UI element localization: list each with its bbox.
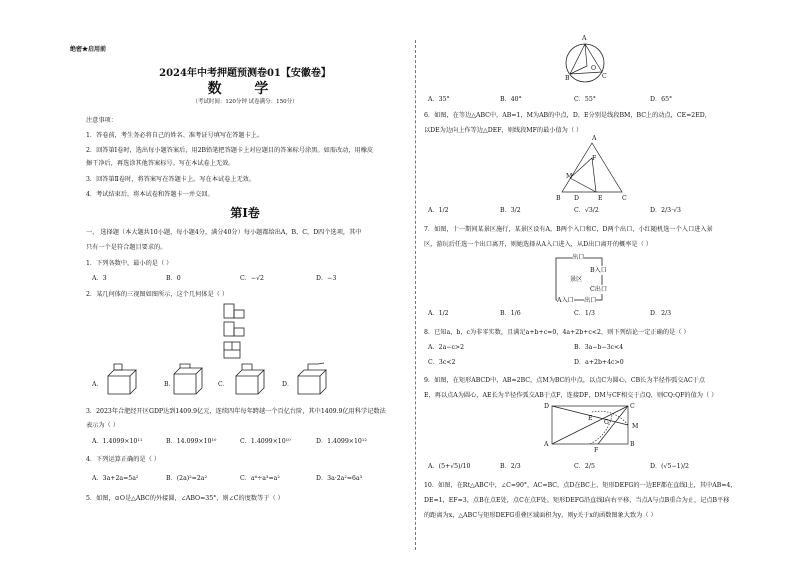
q8-option: B．3a−b−3c<4 (574, 344, 624, 351)
q9-option: D．(√5−1)/2 (650, 463, 689, 470)
fig-label: F (592, 155, 597, 162)
subject-title: 数 学 (207, 81, 283, 97)
fig-label: G (604, 419, 609, 426)
q1-option: C．−√2 (240, 275, 264, 282)
fig-label: A (544, 441, 549, 448)
fig-label: B (630, 441, 635, 448)
fig-label: C (622, 195, 627, 202)
q7-option: B．1/6 (500, 310, 521, 317)
q9-line1: 9．如图，在矩形ABCD中，AB=2BC，点M为BC的中点，以点C为圆心，CB长为半径作弧交AC于点 (424, 377, 706, 384)
q8-option: A．2a−c>2 (428, 344, 465, 351)
note-item: 2．回答第Ⅰ卷时，选出每小题答案后，用2B铅笔把答题卡上对应题目的答案标号涂黑。如需改动，用橡皮 (86, 147, 374, 154)
q10-line1: 10．如图，在Rt△ABC中，∠C=90°，AC=BC，点D在BC上，矩形DEFG的一边EF都在直线l上，其中AB=4， (424, 482, 737, 489)
q4-stem: 4．下列运算正确的是（ ） (86, 456, 160, 463)
fig-label: C (630, 403, 635, 410)
q5-stem: 5．如图，⊙O是△ABC的外接圆，∠ABO=35°，则∠C的度数等于（ ） (86, 495, 284, 502)
q6-line1: 6．如图，在等边△ABC中，AB=1，M为AB的中点，D，E分别是线段BM，BC上的动点，CE=2ED， (424, 112, 711, 119)
section1-line2: 只有一个是符合题目要求的。 (86, 244, 167, 251)
exam-title: 2024年中考押题预测卷01【安徽卷】 (159, 68, 331, 79)
q10-line3: 的距离为x，△ABC与矩形DEFG重叠区域面积为y，则y关于x的函数图象大致为（ ） (424, 512, 657, 519)
fig-label: C出口 (590, 286, 608, 293)
fig-label: O (591, 65, 597, 72)
three-view-figure (222, 300, 252, 362)
rectangle-figure (546, 402, 639, 452)
q3-line2: 表示为（ ） (86, 422, 119, 429)
part-title: 第Ⅰ卷 (230, 206, 260, 220)
section1-line1: 一、 选择题（本大题共10小题，每小题4分，满分40分）每小题都给出A，B，C，D四个选项，其中 (86, 229, 362, 236)
q7-option: C．1/3 (574, 310, 595, 317)
note-item: 3．回答第Ⅱ卷时，将答案写在答题卡上。写在本试卷上无效。 (86, 176, 256, 183)
q6-option: A．1/2 (428, 207, 449, 214)
q3-option: C．1.4099×10¹⁰ (240, 438, 291, 445)
secret-label: 绝密★启用前 (70, 46, 107, 53)
q1-stem: 1．下列各数中，最小的是（ ） (86, 260, 173, 267)
q6-line2: 以DE为边向上作等边△DEF，则线段MF的最小值为（ ） (424, 127, 583, 134)
notes-heading: 注意事项： (86, 117, 117, 124)
q2-option: D． (282, 381, 294, 388)
q4-option: D．3a·2a²=6a³ (316, 475, 363, 482)
q2-option: A． (92, 381, 103, 388)
note-item: 1．答卷前，考生务必将自己的姓名、准考证号填写在答题卡上。 (86, 132, 264, 139)
q3-option: B．14.099×10¹⁰ (166, 438, 217, 445)
q1-option: D．−3 (316, 275, 337, 282)
triangle-figure (556, 140, 628, 198)
solid-options-figure (104, 362, 404, 396)
note-item: 4．考试结束后，将本试卷和答题卡一并交回。 (86, 191, 214, 198)
fig-label: 景区 (570, 276, 583, 283)
fig-label: F (594, 447, 599, 454)
q2-stem: 2．某几何体的三视图如图所示，这个几何体是（ ） (86, 291, 229, 298)
q8-option: D．a+2b+4c>0 (574, 359, 624, 366)
q8-option: C．3c<2 (428, 359, 456, 366)
q7-line2: 区，游玩后任选一个出口离开，则她选择从A入口进入，从D出口离开的概率是（ ） (424, 241, 652, 248)
q5-option: B．40° (500, 96, 522, 103)
q5-option: A．35° (428, 96, 450, 103)
q1-option: A．3 (92, 275, 107, 282)
q2-option: C． (218, 381, 229, 388)
q8-stem: 8．已知a，b，c为非零实数，且满足a+b+c=0，4a+2b+c<2，则下列结论一定正确的是（ ） (424, 329, 690, 336)
fig-label: E (588, 415, 593, 422)
fig-label: A (582, 35, 587, 42)
q3-line1: 3．2023年合肥经开区GDP达到1409.9亿元，连续四年每年跨越一个百亿台阶，其中1409.9亿用科学记数法 (86, 408, 386, 415)
q5-option: D．65° (650, 96, 673, 103)
fig-label: M (632, 423, 639, 430)
q7-option: D．2/3 (650, 310, 672, 317)
note-item: 擦干净后，再选涂其他答案标号。写在本试卷上无效。 (86, 160, 235, 167)
q6-option: C．√3/2 (574, 207, 599, 214)
fig-label: B (556, 195, 561, 202)
q3-option: A．1.4099×10¹¹ (92, 438, 143, 445)
fig-label: D (544, 403, 549, 410)
q4-option: A．3a+2a=5a² (92, 475, 139, 482)
q10-line2: DE=1，EF=3，点B在点E处，点C在点F处。矩形DEFG沿直线l向右平移，当点A与点B重合为止，记点B平移 (424, 497, 730, 504)
q6-option: B．3/2 (500, 207, 521, 214)
fig-label: B入口 (590, 267, 607, 274)
q7-option: A．1/2 (428, 310, 449, 317)
q9-option: C．2/5 (574, 463, 595, 470)
q9-option: A．(5+√5)/10 (428, 463, 471, 470)
column-divider (415, 40, 416, 550)
q3-option: D．1.4099×10¹² (316, 438, 367, 445)
fig-label: 出口 (584, 297, 597, 304)
q6-option: D．2/3·√3 (650, 207, 681, 214)
q4-option: C．a⁶÷a³=a² (240, 475, 280, 482)
q7-line1: 7．如图，十一期间某景区施行，某景区设有A，B两个入口和C，D两个出口，小红随机选一个入口进入景 (424, 226, 713, 233)
fig-label: A (592, 135, 597, 142)
fig-label: M (566, 173, 573, 180)
q2-option: B． (164, 381, 175, 388)
q4-option: B．(2a)²=2a² (166, 475, 207, 482)
q5-option: C．55° (574, 96, 596, 103)
fig-label: C (602, 73, 607, 80)
fig-label: E (598, 195, 603, 202)
q9-option: B．2/3 (500, 463, 521, 470)
fig-label: D (574, 195, 579, 202)
q1-option: B．0 (166, 275, 181, 282)
fig-label: B (565, 75, 570, 82)
exam-info: （考试时间：120分钟 试卷满分：150分） (192, 99, 298, 105)
q9-line2: E，再以点A为圆心，AE长为半径作弧交AB于点F，连接DF，DM与CF相交于点Q，则CQ:QF的值为（ ） (424, 392, 718, 399)
fig-label: 出口 (572, 254, 585, 261)
fig-label: A入口 (557, 297, 574, 304)
